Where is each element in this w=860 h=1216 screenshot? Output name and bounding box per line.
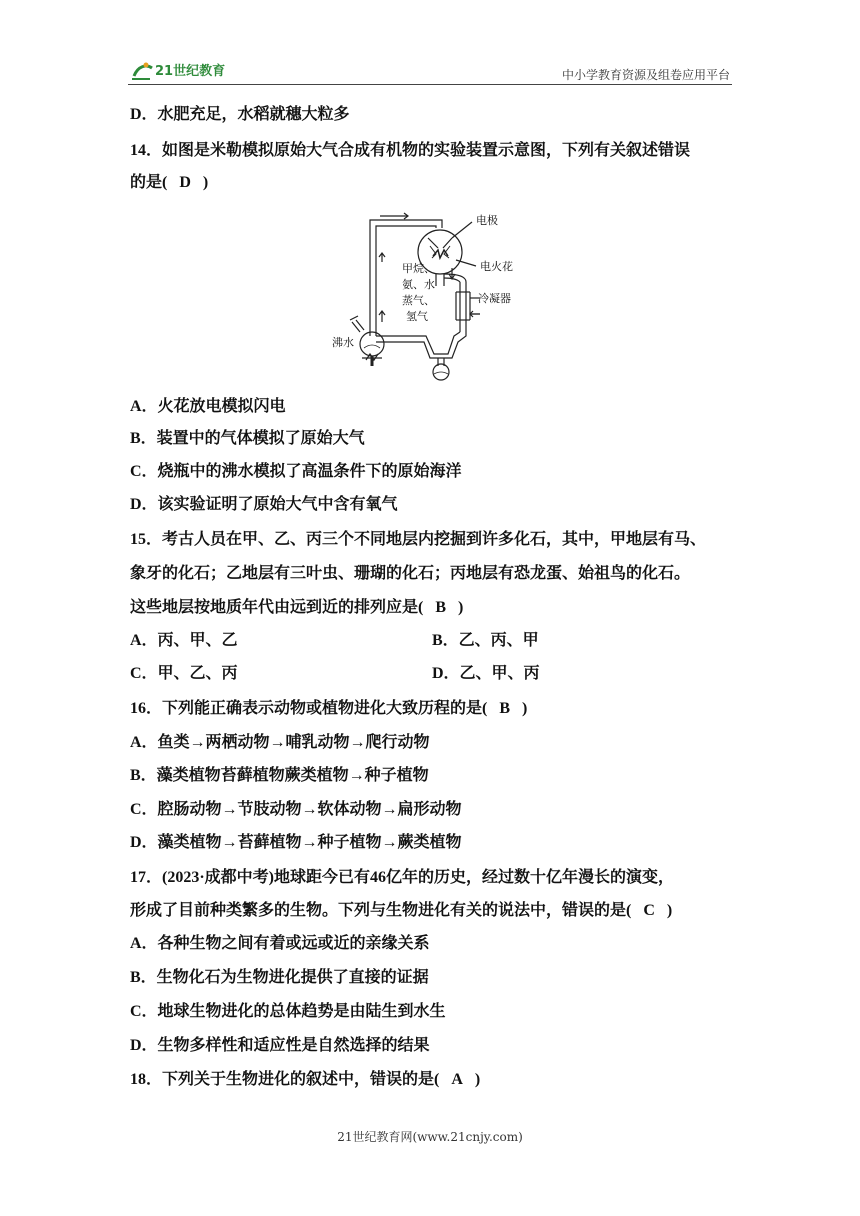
q18-stem: 18．下列关于生物进化的叙述中，错误的是( A ) bbox=[130, 1071, 481, 1088]
q17-stem-line1: 17．(2023·成都中考)地球距今已有46亿年的历史，经过数十亿年漫长的演变， bbox=[130, 869, 674, 886]
page-footer: 21世纪教育网(www.21cnjy.com) bbox=[337, 1130, 523, 1144]
q16-answer: B bbox=[499, 700, 511, 717]
q14-stem-line2: 的是( D ) bbox=[130, 174, 209, 191]
label-gas-3: 蒸气、 bbox=[402, 294, 435, 307]
q15-stem-line2: 象牙的化石；乙地层有三叶虫、珊瑚的化石；丙地层有恐龙蛋、始祖鸟的化石。 bbox=[130, 565, 691, 582]
label-gas-1: 甲烷、 bbox=[402, 262, 435, 275]
label-spark: 电火花 bbox=[480, 260, 513, 273]
q17-option-c: C．地球生物进化的总体趋势是由陆生到水生 bbox=[130, 1003, 446, 1020]
page-header bbox=[128, 58, 732, 86]
q18-answer: A bbox=[451, 1071, 463, 1088]
q15-stem-line1: 15．考古人员在甲、乙、丙三个不同地层内挖掘到许多化石，其中，甲地层有马、 bbox=[130, 531, 707, 548]
label-electrode: 电极 bbox=[476, 214, 498, 227]
q14-stem-line1: 14．如图是米勒模拟原始大气合成有机物的实验装置示意图，下列有关叙述错误 bbox=[130, 142, 691, 159]
q17-option-a: A．各种生物之间有着或远或近的亲缘关系 bbox=[130, 935, 430, 952]
q16-option-b: B．藻类植物苔藓植物蕨类植物→种子植物 bbox=[130, 767, 429, 784]
q14-option-b: B．装置中的气体模拟了原始大气 bbox=[130, 430, 365, 447]
q14-option-d: D．该实验证明了原始大气中含有氧气 bbox=[130, 496, 398, 513]
q17-answer: C bbox=[643, 902, 655, 919]
q15-option-c: C．甲、乙、丙 bbox=[130, 665, 238, 682]
label-gas-2: 氨、水 bbox=[402, 278, 435, 291]
q17-option-b: B．生物化石为生物进化提供了直接的证据 bbox=[130, 969, 429, 986]
site-logo bbox=[128, 60, 228, 82]
label-boiling-water: 沸水 bbox=[332, 336, 354, 349]
q15-stem-line3: 这些地层按地质年代由远到近的排列应是( B ) bbox=[130, 599, 464, 616]
label-gas-4: 氢气 bbox=[406, 310, 428, 323]
q14-answer: D bbox=[179, 174, 191, 191]
q15-answer: B bbox=[435, 599, 447, 616]
q16-option-a: A．鱼类→两栖动物→哺乳动物→爬行动物 bbox=[130, 734, 430, 751]
q17-option-d: D．生物多样性和适应性是自然选择的结果 bbox=[130, 1037, 430, 1054]
q15-option-b: B．乙、丙、甲 bbox=[432, 632, 539, 649]
miller-experiment-diagram bbox=[330, 208, 530, 382]
q14-option-c: C．烧瓶中的沸水模拟了高温条件下的原始海洋 bbox=[130, 463, 462, 480]
q15-option-d: D．乙、甲、丙 bbox=[432, 665, 540, 682]
q15-option-a: A．丙、甲、乙 bbox=[130, 632, 238, 649]
q16-option-c: C．腔肠动物→节肢动物→软体动物→扁形动物 bbox=[130, 801, 462, 818]
svg-text:21世纪教育: 21世纪教育 bbox=[155, 64, 226, 79]
q16-option-d: D．藻类植物→苔藓植物→种子植物→蕨类植物 bbox=[130, 834, 462, 851]
platform-name: 中小学教育资源及组卷应用平台 bbox=[561, 68, 730, 82]
header-divider bbox=[128, 84, 732, 85]
q14-option-a: A．火花放电模拟闪电 bbox=[130, 398, 286, 415]
q16-stem: 16．下列能正确表示动物或植物进化大致历程的是( B ) bbox=[130, 700, 528, 717]
q17-stem-line2: 形成了目前种类繁多的生物。下列与生物进化有关的说法中，错误的是( C ) bbox=[130, 902, 673, 919]
q13-option-d: D．水肥充足，水稻就穗大粒多 bbox=[130, 106, 350, 123]
label-condenser: 冷凝器 bbox=[478, 292, 511, 305]
